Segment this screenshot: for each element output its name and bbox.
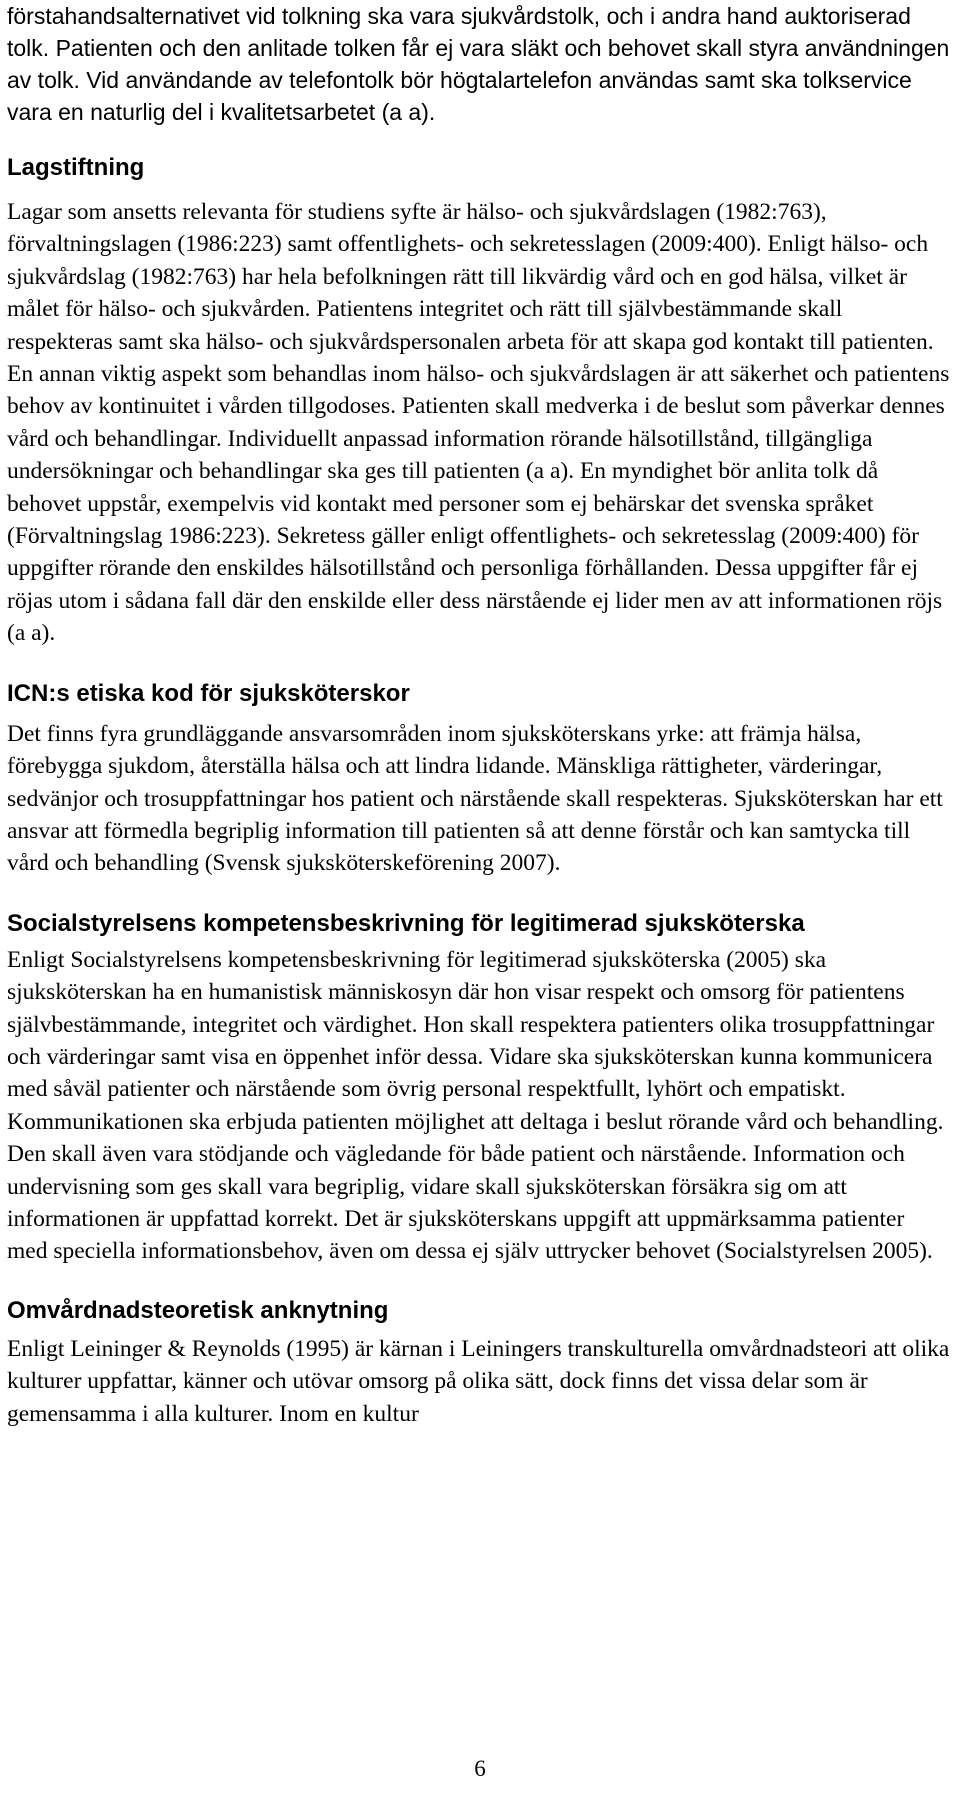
section-text-lagstiftning: Lagar som ansetts relevanta för studiens syfte är hälso- och sjukvårdslagen (1982:763), förvaltningslagen (1986:223) samt offentlighets- och sekretesslagen (2009:400). Enligt hälso- och sjukvårdslag (1982:763) har hela befolkningen rätt till likvärdig vård och en god hälsa, vilket är målet för hälso- och sjukvården. Patientens integritet och rätt till självbestämmande skall respekteras samt ska hälso- och sjukvårdspersonalen arbeta för att skapa god kontakt till patienten. En annan viktig aspekt som behandlas inom hälso- och sjukvårdslagen är att säkerhet och patientens behov av kontinuitet i vården tillgodoses. Patienten skall medverka i de beslut som påverkar dennes vård och behandlingar. Individuellt anpassad information rörande hälsotillstånd, tillgängliga undersökningar och behandlingar ska ges till patienten (a a). En myndighet bör anlita tolk då behovet uppstår, exempelvis vid kontakt med personer som ej behärskar det svenska språket (Förvaltningslag 1986:223). Sekretess gäller enligt offentlighets- och sekretesslag (2009:400) för uppgifter rörande den enskildes hälsotillstånd och personliga förhållanden. Dessa uppgifter får ej röjas utom i sådana fall där den enskilde eller dess närstående ej lider men av att informationen röjs (a a). bbox=[7, 199, 950, 647]
section-heading-icn-etiska-kod: ICN:s etiska kod för sjuksköterskor bbox=[7, 679, 410, 707]
intro-paragraph: förstahandsalternativet vid tolkning ska vara sjukvårdstolk, och i andra hand auktoriserad tolk. Patienten och den anlitade tolken får ej vara släkt och behovet skall styra användningen av tolk. Vid användande av telefontolk bör högtalartelefon användas samt ska tolkservice vara en naturlig del i kvalitetsarbetet (a a). bbox=[7, 3, 950, 125]
page-number: 6 bbox=[474, 1756, 486, 1781]
section-text-icn-etiska-kod: Det finns fyra grundläggande ansvarsområden inom sjuksköterskans yrke: att främja hälsa, förebygga sjukdom, återställa hälsa och att lindra lidande. Mänskliga rättigheter, värderingar, sedvänjor och trosuppfattningar hos patient och närstående skall respekteras. Sjuksköterskan har ett ansvar att förmedla begriplig information till patienten så att denne förstår och kan samtycka till vård och behandling (Svensk sjuksköterskeförening 2007). bbox=[7, 720, 943, 877]
section-text-socialstyrelsen: Enligt Socialstyrelsens kompetensbeskrivning för legitimerad sjuksköterska (2005) ska sjuksköterskan ha en humanistisk människosyn där hon visar respekt och omsorg för patientens självbestämmande, integritet och värdighet. Hon skall respektera patienters olika trosuppfattningar och värderingar samt visa en öppenhet inför dessa. Vidare ska sjuksköterskan kunna kommunicera med såväl patienter och närstående som övrig personal respektfullt, lyhört och empatiskt. Kommunikationen ska erbjuda patienten möjlighet att deltaga i beslut rörande vård och behandling. Den skall även vara stödjande och vägledande för både patient och närstående. Information och undervisning som ges skall vara begriplig, vidare skall sjuksköterskan försäkra sig om att informationen är uppfattad korrekt. Det är sjuksköterskans uppgift att uppmärksamma patienter med speciella informationsbehov, även om dessa ej själv uttrycker behovet (Socialstyrelsen 2005). bbox=[7, 946, 944, 1265]
section-heading-lagstiftning: Lagstiftning bbox=[7, 154, 145, 181]
section-text-omvardnadsteoretisk: Enligt Leininger & Reynolds (1995) är kärnan i Leiningers transkulturella omvårdnadsteori att olika kulturer uppfattar, känner och utövar omsorg på olika sätt, dock finns det vissa delar som är gemensamma i alla kulturer. Inom en kultur bbox=[7, 1335, 950, 1427]
section-heading-socialstyrelsen: Socialstyrelsens kompetensbeskrivning för legitimerad sjuksköterska bbox=[7, 909, 805, 937]
section-heading-omvardnadsteoretisk: Omvårdnadsteoretisk anknytning bbox=[7, 1296, 389, 1324]
